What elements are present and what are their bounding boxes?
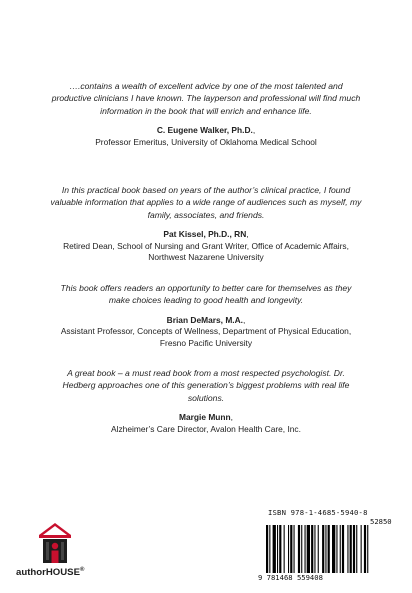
publisher-name-prefix: author	[16, 567, 46, 579]
isbn-text: ISBN 978-1-4685-5940-8	[268, 508, 368, 517]
testimonial-attribution	[50, 315, 362, 350]
testimonial-quote: In this practical book based on years of the author’s clinical practice, I found valuable information that applies to a wide range of audiences such as myself, my family, associates, and friends.	[50, 185, 362, 220]
publisher-logo	[16, 522, 96, 582]
testimonial-author: C. Eugene Walker, Ph.D.	[156, 125, 253, 136]
testimonial-attribution	[50, 229, 362, 264]
testimonial-attribution	[50, 412, 362, 435]
testimonial-4	[50, 367, 362, 435]
testimonial-quote: ….contains a wealth of excellent advice by one of the most talented and productive clinicians I have known. The layperson and professional will find much information in the book that will enrich and enhance life.	[51, 81, 361, 116]
testimonial-2	[50, 184, 362, 264]
name-suffix: ,	[243, 314, 246, 325]
barcode-digits: 9 781468 559408	[258, 573, 323, 582]
registered-mark: ®	[79, 567, 85, 573]
testimonial-1	[50, 80, 362, 148]
isbn-barcode	[258, 508, 402, 584]
name-suffix: ,	[252, 125, 256, 136]
testimonial-quote: This book offers readers an opportunity to better care for themselves as they make choices leading to good health and longevity.	[60, 283, 352, 306]
barcode-icon	[266, 525, 398, 573]
testimonial-quote: A great book – a must read book from a most respected psychologist. Dr. Hedberg approaches one of this generation’s biggest problems with real life solutions.	[62, 368, 350, 403]
testimonial-author: Margie Munn	[179, 412, 231, 423]
publisher-name	[16, 567, 106, 578]
testimonial-author-title: Assistant Professor, Concepts of Wellness, Department of Physical Education, Fresno Pacific University	[60, 326, 352, 348]
name-suffix: ,	[230, 412, 233, 423]
publisher-name-main: HOUSE	[45, 567, 80, 579]
authorhouse-logo-icon	[38, 522, 72, 564]
price-code: 52850	[370, 517, 392, 526]
testimonial-author-title: Alzheimer’s Care Director, Avalon Health Care, Inc.	[111, 423, 301, 434]
testimonial-author: Brian DeMars, M.A.	[166, 314, 243, 325]
testimonial-3	[50, 282, 362, 349]
testimonial-author-title: Retired Dean, School of Nursing and Grant Writer, Office of Academic Affairs, Northwest Nazarene University	[63, 240, 349, 263]
testimonial-author-title: Professor Emeritus, University of Oklahoma Medical School	[95, 136, 317, 147]
name-suffix: ,	[246, 229, 249, 240]
testimonial-author: Pat Kissel, Ph.D., RN	[163, 229, 247, 240]
testimonial-attribution	[50, 125, 362, 148]
